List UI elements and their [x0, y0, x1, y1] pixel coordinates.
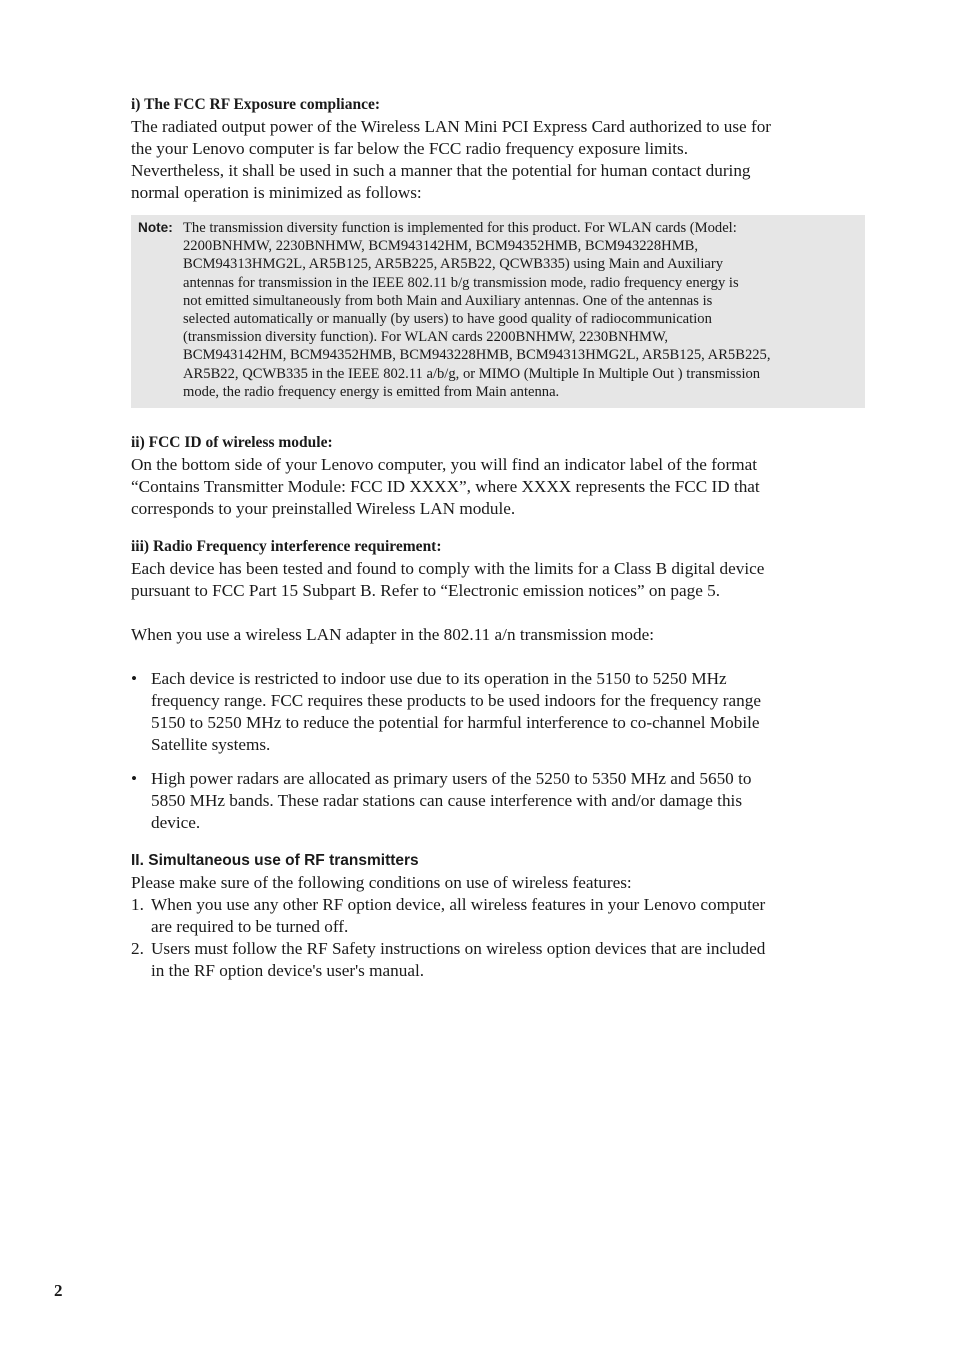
body-line: Each device is restricted to indoor use due to its operation in the 5150 to 5250 MHz: [151, 669, 727, 689]
bullet-marker: •: [131, 669, 138, 689]
body-line: corresponds to your preinstalled Wireless LAN module.: [131, 499, 516, 519]
section-rf-exposure: [131, 94, 865, 204]
body-line: frequency range. FCC requires these products to be used indoors for the frequency range: [151, 691, 761, 711]
body-line: device.: [151, 813, 201, 833]
body-line: On the bottom side of your Lenovo computer, you will find an indicator label of the format: [131, 455, 758, 475]
body-line: Each device has been tested and found to comply with the limits for a Class B digital device: [131, 559, 765, 579]
section-simultaneous-use: [131, 850, 865, 982]
section-fcc-id: [131, 432, 865, 520]
list-item-text: [151, 668, 865, 756]
body-line: are required to be turned off.: [151, 917, 349, 937]
body-line: in the RF option device's user's manual.: [151, 961, 425, 981]
list-item-text: [151, 894, 865, 938]
list-item: [131, 668, 865, 756]
note-line: not emitted simultaneously from both Main and Auxiliary antennas. One of the antennas is: [183, 292, 713, 309]
note-line: (transmission diversity function). For WLAN cards 2200BNHMW, 2230BNHMW,: [183, 329, 669, 346]
list-item: [131, 938, 865, 982]
page-content: [131, 94, 865, 982]
list-item-text: [151, 938, 865, 982]
page-number: 2: [54, 1281, 63, 1300]
body-line: The radiated output power of the Wireless LAN Mini PCI Express Card authorized to use for: [131, 117, 772, 136]
body-line: the your Lenovo computer is far below the FCC radio frequency exposure limits.: [131, 139, 689, 158]
body-line: 5850 MHz bands. These radar stations can cause interference with and/or damage this: [151, 791, 743, 811]
body-line: normal operation is minimized as follows:: [131, 183, 422, 202]
body-line: Users must follow the RF Safety instructions on wireless option devices that are included: [151, 939, 766, 959]
note-line: 2200BNHMW, 2230BNHMW, BCM943142HM, BCM94352HMB, BCM943228HMB,: [183, 238, 699, 255]
note-box: [131, 215, 865, 408]
note-line: BCM94313HMG2L, AR5B125, AR5B225, AR5B22, QCWB335) using Main and Auxiliary: [183, 256, 724, 273]
note-line: BCM943142HM, BCM94352HMB, BCM943228HMB, BCM94313HMG2L, AR5B125, AR5B225,: [183, 347, 771, 364]
note-line: AR5B22, QCWB335 in the IEEE 802.11 a/b/g, or MIMO (Multiple In Multiple Out ) transmission: [183, 365, 761, 382]
section-rf-interference: [131, 536, 865, 834]
section-heading: II. Simultaneous use of RF transmitters: [131, 852, 419, 870]
body-line: Nevertheless, it shall be used in such a manner that the potential for human contact during: [131, 161, 751, 180]
list-item: [131, 894, 865, 938]
body-line: Please make sure of the following conditions on use of wireless features:: [131, 873, 632, 893]
body-line: When you use a wireless LAN adapter in the 802.11 a/n transmission mode:: [131, 625, 654, 645]
note-line: mode, the radio frequency energy is emitted from Main antenna.: [183, 383, 560, 400]
section-heading: ii) FCC ID of wireless module:: [131, 434, 333, 452]
body-line: Satellite systems.: [151, 735, 271, 755]
bullet-marker: •: [131, 769, 138, 789]
note-line: selected automatically or manually (by users) to have good quality of radiocommunication: [183, 311, 712, 328]
body-line: High power radars are allocated as primary users of the 5250 to 5350 MHz and 5650 to: [151, 769, 752, 789]
list-item: [131, 768, 865, 834]
body-line: pursuant to FCC Part 15 Subpart B. Refer to “Electronic emission notices” on page 5.: [131, 581, 721, 601]
body-line: 5150 to 5250 MHz to reduce the potential for harmful interference to co-channel Mobile: [151, 713, 760, 733]
note-text: [183, 219, 857, 401]
note-line: antennas for transmission in the IEEE 802.11 b/g transmission mode, radio frequency energy is: [183, 274, 739, 291]
note-label: Note:: [138, 220, 173, 235]
list-item-text: [151, 768, 865, 834]
section-heading: iii) Radio Frequency interference requirement:: [131, 538, 442, 556]
list-number: 2.: [131, 939, 144, 959]
note-line: The transmission diversity function is implemented for this product. For WLAN cards (Model:: [183, 220, 737, 236]
section-heading: i) The FCC RF Exposure compliance:: [131, 96, 380, 113]
list-number: 1.: [131, 895, 144, 915]
body-line: When you use any other RF option device, all wireless features in your Lenovo computer: [151, 895, 766, 915]
body-line: “Contains Transmitter Module: FCC ID XXXX”, where XXXX represents the FCC ID that: [131, 477, 760, 497]
